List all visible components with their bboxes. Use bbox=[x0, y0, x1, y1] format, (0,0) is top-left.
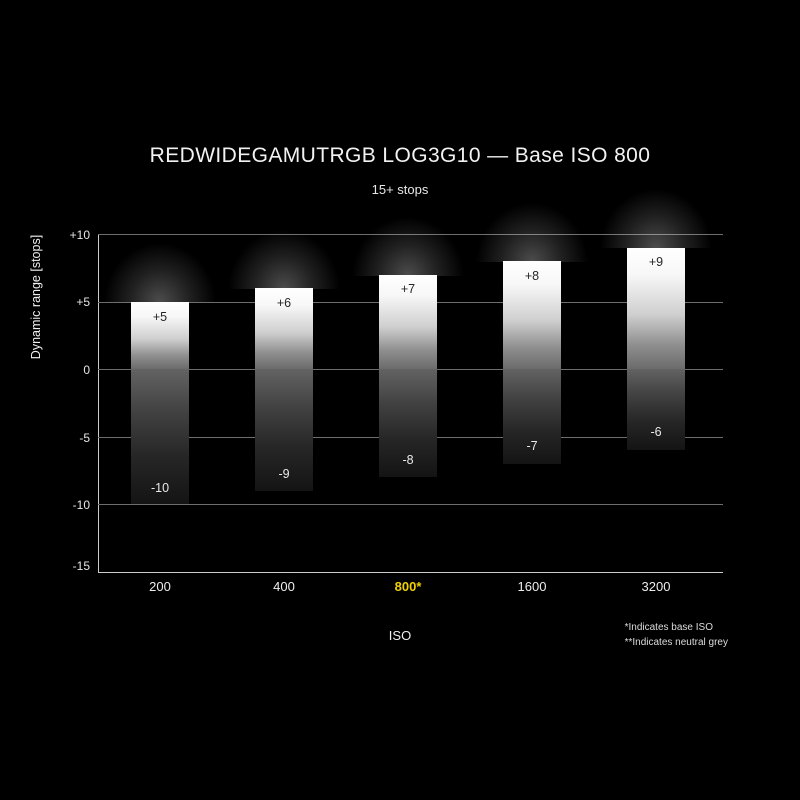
y-tick-label-neg10: -10 bbox=[72, 498, 90, 512]
bar-top-label-3200: +9 bbox=[648, 255, 664, 269]
y-tick-label-10: +10 bbox=[69, 228, 90, 242]
bar-bottom-label-3200: -6 bbox=[650, 425, 662, 439]
bar-iso-400 bbox=[255, 234, 313, 572]
footnote-base-iso: *Indicates base ISO bbox=[624, 622, 713, 633]
bar-glow-200 bbox=[105, 244, 215, 302]
bar-bottom-label-400: -9 bbox=[278, 467, 290, 481]
bar-top-label-800: +7 bbox=[400, 282, 416, 296]
bar-iso-1600 bbox=[503, 234, 561, 572]
chart-title: REDWIDEGAMUTRGB LOG3G10 — Base ISO 800 bbox=[149, 144, 651, 167]
bar-bottom-label-200: -10 bbox=[150, 481, 170, 495]
y-tick-label-neg15: -15 bbox=[72, 559, 90, 573]
chart-subtitle: 15+ stops bbox=[371, 182, 429, 197]
x-tick-label-800: 800* bbox=[394, 579, 422, 594]
bar-top-label-200: +5 bbox=[152, 310, 168, 324]
y-tick-label-0: 0 bbox=[83, 363, 90, 377]
y-tick-label-neg5: -5 bbox=[79, 431, 90, 445]
bar-glow-400 bbox=[229, 231, 339, 289]
x-tick-label-400: 400 bbox=[273, 579, 295, 594]
bar-top-label-1600: +8 bbox=[524, 269, 540, 283]
x-axis-line bbox=[98, 572, 723, 573]
bar-iso-800 bbox=[379, 234, 437, 572]
bar-glow-800 bbox=[353, 218, 463, 276]
bar-top-label-400: +6 bbox=[276, 296, 292, 310]
x-tick-label-3200: 3200 bbox=[641, 579, 671, 594]
y-axis-title: Dynamic range [stops] bbox=[29, 234, 43, 360]
x-tick-label-200: 200 bbox=[149, 579, 171, 594]
plot-area bbox=[98, 234, 723, 572]
y-tick-label-5: +5 bbox=[76, 295, 90, 309]
x-axis-title: ISO bbox=[388, 628, 412, 643]
bar-iso-200 bbox=[131, 234, 189, 572]
x-tick-label-1600: 1600 bbox=[517, 579, 547, 594]
bar-glow-1600 bbox=[477, 204, 587, 262]
bar-glow-3200 bbox=[601, 190, 711, 248]
bar-bottom-label-1600: -7 bbox=[526, 439, 538, 453]
bar-bottom-label-800: -8 bbox=[402, 453, 414, 467]
footnotes bbox=[625, 620, 728, 650]
footnote-neutral-grey: **Indicates neutral grey bbox=[624, 637, 728, 648]
bar-iso-3200 bbox=[627, 234, 685, 572]
